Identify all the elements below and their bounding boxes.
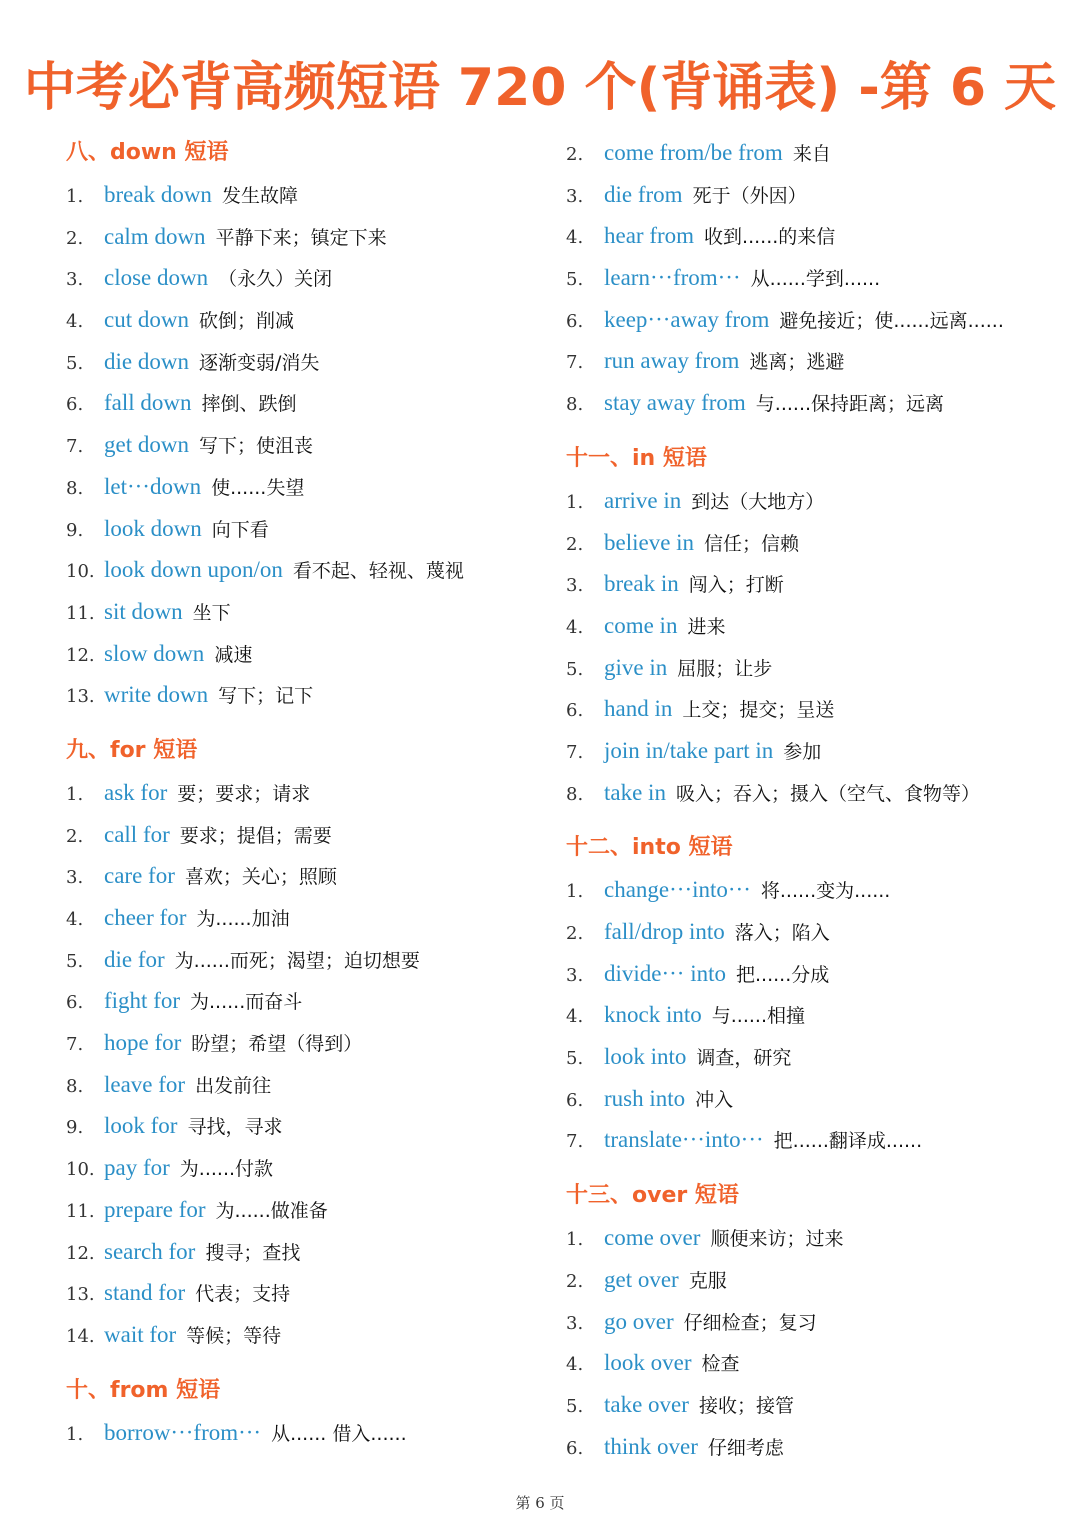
item-number: 4. [66,909,84,930]
item-number: 7. [566,741,584,763]
item-number: 1. [66,783,84,805]
phrase-item [566,1036,1066,1078]
phrase-item [566,1342,1066,1384]
phrase-item [66,1231,536,1273]
phrase-meaning: 收到......的来信 [704,226,836,249]
phrase-english: leave for [104,1071,186,1097]
phrase-english: pay for [104,1155,170,1181]
phrase-item [566,563,1066,605]
phrase-item [66,1314,536,1356]
item-number: 6. [66,394,84,416]
phrase-section [66,716,536,1356]
phrase-meaning: 摔倒、跌倒 [201,393,297,416]
phrase-meaning: 为......而死；渴望；迫切想要 [174,949,420,972]
phrase-meaning: 要；要求；请求 [177,782,311,805]
phrase-meaning: 落入；陷入 [734,922,830,944]
phrase-item [66,591,536,633]
phrase-item [66,1412,536,1454]
item-number: 10. [66,561,95,583]
item-number: 12. [66,1242,95,1264]
phrase-meaning: 把......翻译成...... [773,1130,923,1153]
phrase-english: get down [104,432,189,458]
phrase-item [66,341,536,383]
item-number: 4. [566,616,584,638]
phrase-english: learn···from··· [604,265,741,291]
phrase-item [566,215,1066,257]
item-number: 2. [566,1270,584,1292]
phrase-item [66,1022,536,1064]
item-number: 5. [66,352,84,374]
phrase-english: fall/drop into [604,919,725,944]
phrase-english: change···into··· [604,877,751,903]
phrase-meaning: 到达（大地方） [691,490,825,513]
phrase-english: hope for [104,1030,182,1056]
phrase-english: keep···away from [604,306,770,332]
phrase-meaning: 坐下 [192,601,231,624]
item-number: 5. [66,950,84,972]
item-number: 5. [566,1395,584,1417]
phrase-meaning: 从...... 借入...... [271,1422,407,1445]
phrase-english: care for [104,863,175,889]
section-gap [566,813,1066,827]
item-number: 6. [566,310,584,332]
phrase-english: ask for [104,779,168,805]
phrase-english: call for [104,821,170,847]
item-number: 13. [66,686,95,708]
phrase-item [566,688,1066,730]
item-number: 7. [566,352,584,374]
phrase-english: cheer for [104,905,187,930]
phrase-meaning: 吸入；吞入；摄入（空气、食物等） [675,782,980,805]
phrase-meaning: 避免接近；使......远离...... [779,309,1004,332]
phrase-english: sit down [104,598,183,624]
phrase-item [566,1426,1066,1468]
right-column [566,132,1066,1467]
phrase-section [566,424,1066,814]
item-number: 11. [66,602,95,624]
phrase-english: calm down [104,223,206,249]
phrase-english: translate···into··· [604,1127,764,1153]
item-number: 3. [566,575,584,597]
phrase-item [566,647,1066,689]
phrase-english: rush into [604,1085,686,1111]
item-number: 2. [566,144,584,165]
page-footer: 第 6 页 [515,1494,565,1512]
phrase-english: cut down [104,307,189,333]
phrase-meaning: 盼望；希望（得到） [191,1033,363,1056]
item-number: 3. [566,185,584,207]
phrase-english: write down [104,682,209,708]
item-number: 3. [66,269,84,291]
phrase-item [66,508,536,550]
phrase-meaning: 代表；支持 [195,1283,291,1306]
item-number: 3. [66,867,84,889]
phrase-meaning: 来自 [792,143,831,165]
phrase-item [566,1301,1066,1343]
item-number: 4. [66,311,84,333]
phrase-meaning: 为......做准备 [215,1199,328,1222]
phrase-meaning: 进来 [687,615,726,638]
phrase-meaning: 信任；信赖 [704,532,800,555]
section-gap [566,424,1066,438]
phrase-english: break down [104,182,212,207]
phrase-item [66,382,536,424]
phrase-english: search for [104,1238,196,1264]
phrase-item [66,549,536,591]
phrase-item [66,1064,536,1106]
section-heading: 九、for 短语 [66,737,198,763]
phrase-item [566,132,1066,174]
item-number: 6. [66,992,84,1014]
item-number: 8. [566,394,584,416]
phrase-meaning: 把......分成 [736,963,830,986]
item-number: 1. [66,1423,84,1445]
phrase-english: break in [604,571,679,597]
item-number: 11. [66,1200,95,1222]
phrase-item [66,216,536,258]
item-number: 2. [66,227,84,249]
item-number: 2. [66,825,84,847]
phrase-meaning: 使......失望 [211,476,305,499]
phrase-item [566,299,1066,341]
phrase-meaning: 看不起、轻视、蔑视 [292,560,464,583]
phrase-meaning: 死于（外因） [692,184,807,207]
phrase-english: think over [604,1433,698,1459]
phrase-item [566,994,1066,1036]
phrase-english: borrow···from··· [104,1419,262,1445]
phrase-item [566,1217,1066,1259]
phrase-meaning: 为......而奋斗 [190,991,303,1014]
phrase-english: look into [604,1044,687,1070]
item-number: 4. [566,1354,584,1376]
phrase-english: come in [604,612,678,638]
phrase-meaning: 仔细检查；复习 [683,1311,817,1334]
item-number: 5. [566,1048,584,1070]
item-number: 14. [66,1325,95,1347]
phrase-item [66,1105,536,1147]
phrase-english: look for [104,1113,178,1139]
phrase-meaning: 为......付款 [179,1158,274,1181]
phrase-english: get over [604,1266,679,1292]
phrase-item [66,174,536,216]
phrase-english: knock into [604,1002,702,1028]
phrase-english: go over [604,1308,674,1334]
phrase-item [566,1119,1066,1161]
item-number: 7. [66,436,84,458]
phrase-english: prepare for [104,1196,206,1222]
phrase-english: divide··· into [604,960,726,986]
phrase-item [566,480,1066,522]
phrase-meaning: 出发前往 [195,1074,272,1097]
section-heading: 十一、in 短语 [566,445,707,471]
phrase-meaning: 喜欢；关心；照顾 [184,866,337,889]
item-number: 13. [66,1284,95,1306]
phrase-item [66,633,536,675]
phrase-item [566,340,1066,382]
phrase-english: stand for [104,1280,186,1306]
phrase-item [66,1147,536,1189]
phrase-item [66,424,536,466]
item-number: 7. [66,1034,84,1056]
phrase-meaning: 上交；提交；呈送 [682,699,835,722]
phrase-english: run away from [604,348,740,374]
phrase-meaning: 调查，研究 [696,1047,792,1070]
section-gap [566,1161,1066,1175]
phrase-item [566,953,1066,995]
left-column [66,132,536,1453]
item-number: 6. [566,1437,584,1459]
phrase-section [566,132,1066,424]
phrase-meaning: 砍倒；削减 [198,310,294,333]
phrase-meaning: 屈服；让步 [677,657,773,680]
phrase-item [66,814,536,856]
phrase-english: join in/take part in [604,737,774,763]
phrase-item [66,980,536,1022]
phrase-meaning: 等候；等待 [186,1324,282,1347]
phrase-item [66,257,536,299]
phrase-item [66,897,536,939]
item-number: 10. [66,1159,95,1181]
phrase-meaning: 减速 [214,643,253,666]
item-number: 8. [66,1075,84,1097]
item-number: 2. [566,533,584,555]
phrase-meaning: 要求；提倡；需要 [179,824,332,847]
item-number: 3. [566,1312,584,1334]
phrase-meaning: 接收；接管 [698,1394,794,1417]
phrase-item [66,674,536,716]
phrase-meaning: （永久）关闭 [218,268,333,291]
phrase-item [66,1272,536,1314]
phrase-english: take over [604,1391,689,1417]
item-number: 1. [566,491,584,513]
phrase-meaning: 平静下来；镇定下来 [215,226,387,249]
phrase-section [66,132,536,716]
phrase-item [66,1189,536,1231]
phrase-english: stay away from [604,390,746,416]
item-number: 8. [566,783,584,805]
phrase-item [66,855,536,897]
phrase-english: hand in [604,696,673,722]
section-heading: 十三、over 短语 [566,1183,739,1209]
item-number: 9. [66,1117,84,1139]
item-number: 4. [566,227,584,249]
item-number: 9. [66,519,84,541]
phrase-english: fight for [104,988,181,1014]
item-number: 5. [566,658,584,680]
item-number: 12. [66,644,95,666]
phrase-item [566,174,1066,216]
phrase-meaning: 写下；记下 [218,685,314,708]
section-heading: 十、from 短语 [66,1377,221,1403]
phrase-item [566,1384,1066,1426]
phrase-meaning: 向下看 [211,518,269,541]
phrase-section [566,813,1066,1161]
phrase-item [566,382,1066,424]
phrase-english: die from [604,181,683,207]
phrase-meaning: 检查 [701,1353,740,1376]
item-number: 7. [566,1131,584,1153]
phrase-item [566,730,1066,772]
section-gap [66,716,536,730]
phrase-item [566,605,1066,647]
item-number: 1. [566,1229,584,1251]
item-number: 4. [566,1006,584,1028]
phrase-english: come over [604,1225,701,1251]
phrase-english: look down [104,515,202,541]
item-number: 6. [566,1089,584,1111]
item-number: 5. [566,269,584,291]
phrase-section [566,1161,1066,1467]
phrase-meaning: 从......学到...... [750,268,881,291]
phrase-meaning: 逃离；逃避 [749,351,845,374]
phrase-meaning: 搜寻；查找 [205,1241,301,1264]
phrase-english: come from/be from [604,140,783,165]
item-number: 6. [566,700,584,722]
phrase-english: wait for [104,1321,177,1347]
phrase-english: hear from [604,223,695,249]
phrase-english: fall down [104,390,192,416]
phrase-meaning: 与......保持距离；远离 [755,393,945,416]
item-number: 8. [66,477,84,499]
phrase-item [66,299,536,341]
section-gap [66,1356,536,1370]
phrase-meaning: 写下；使沮丧 [198,435,313,458]
phrase-meaning: 克服 [688,1269,727,1292]
phrase-meaning: 发生故障 [221,185,298,207]
phrase-english: look over [604,1350,692,1376]
phrase-item [66,772,536,814]
phrase-item [566,1259,1066,1301]
phrase-item [566,911,1066,953]
phrase-section [66,1356,536,1454]
page-title: 中考必背高频短语 720 个(背诵表) -第 6 天 [23,58,1057,118]
phrase-meaning: 冲入 [695,1088,734,1111]
phrase-meaning: 闯入；打断 [688,574,784,597]
phrase-english: close down [104,265,209,291]
item-number: 3. [566,964,584,986]
phrase-english: slow down [104,640,205,666]
section-heading: 十二、into 短语 [566,835,733,861]
item-number: 2. [566,923,584,944]
phrase-english: die for [104,946,165,972]
phrase-english: give in [604,654,668,680]
item-number: 1. [66,186,84,207]
phrase-meaning: 与......相撞 [711,1005,805,1028]
phrase-english: die down [104,348,189,374]
phrase-item [566,869,1066,911]
phrase-meaning: 仔细考虑 [707,1436,784,1459]
phrase-english: look down upon/on [104,557,283,583]
phrase-meaning: 寻找，寻求 [187,1116,283,1139]
phrase-item [566,772,1066,814]
phrase-meaning: 顺便来访；过来 [710,1228,844,1251]
phrase-item [566,1078,1066,1120]
section-heading: 八、down 短语 [66,140,229,165]
phrase-meaning: 参加 [783,740,822,763]
phrase-item [566,257,1066,299]
phrase-meaning: 为......加油 [196,908,290,930]
phrase-english: let···down [104,473,202,499]
phrase-item [66,466,536,508]
phrase-english: believe in [604,529,695,555]
phrase-item [66,939,536,981]
item-number: 1. [566,881,584,903]
phrase-item [566,522,1066,564]
phrase-meaning: 逐渐变弱/消失 [198,351,320,374]
phrase-meaning: 将......变为...... [760,880,891,903]
phrase-english: arrive in [604,487,682,513]
phrase-english: take in [604,779,666,805]
